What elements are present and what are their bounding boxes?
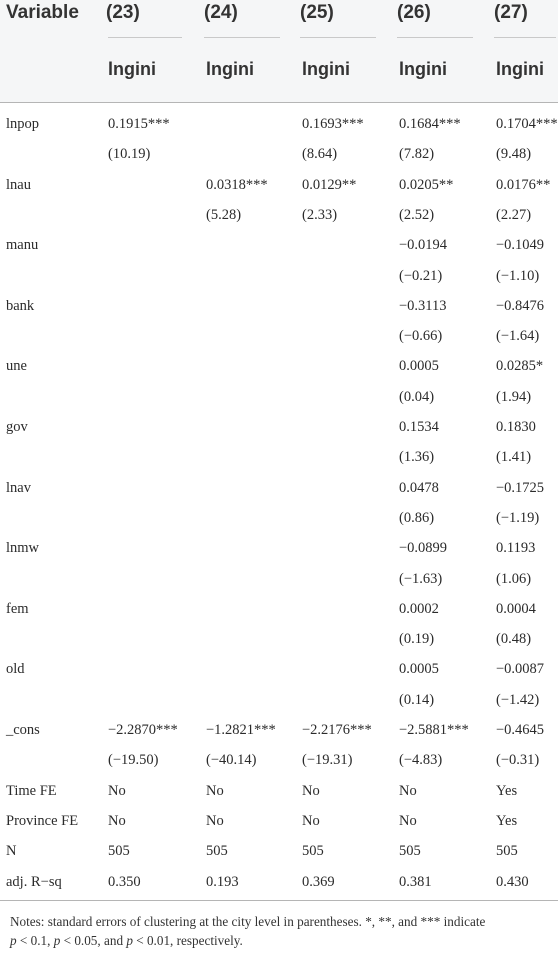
table-bottom-rule xyxy=(0,900,558,901)
table-cell: (−19.31) xyxy=(302,752,353,769)
table-cell: −2.2176*** xyxy=(302,722,372,738)
row-label: old xyxy=(6,661,25,678)
notes-p-symbol: p xyxy=(126,933,133,948)
table-cell: (−4.83) xyxy=(399,752,443,769)
table-cell: (0.19) xyxy=(399,631,435,648)
table-cell: −0.0899 xyxy=(399,540,448,557)
column-rule xyxy=(300,37,376,38)
table-cell: (2.52) xyxy=(399,206,435,223)
table-cell: −0.4645 xyxy=(496,722,545,738)
table-cell: 505 xyxy=(108,843,130,860)
table-cell: 0.0005 xyxy=(399,661,439,678)
row-label: manu xyxy=(6,237,39,254)
row-label: une xyxy=(6,358,27,375)
table-cell: (−1.19) xyxy=(496,509,540,526)
table-notes xyxy=(10,912,550,950)
table-cell: No xyxy=(108,782,126,799)
table-cell: −1.2821*** xyxy=(206,722,276,738)
table-cell: 0.0285* xyxy=(496,358,544,375)
table-cell: (0.48) xyxy=(496,631,532,648)
notes-threshold-1: < 0.1, xyxy=(16,933,54,948)
table-cell: 505 xyxy=(399,843,421,860)
table-header xyxy=(0,0,558,102)
table-cell: 0.0318*** xyxy=(206,176,268,193)
row-label: bank xyxy=(6,297,35,314)
table-cell: −0.1049 xyxy=(496,237,545,254)
table-cell: 505 xyxy=(206,843,228,860)
table-cell: No xyxy=(206,812,224,829)
table-cell: 0.1193 xyxy=(496,540,536,557)
table-cell: No xyxy=(108,812,126,829)
row-label: Province FE xyxy=(6,812,79,829)
table-cell: 0.369 xyxy=(302,873,335,890)
table-cell: 0.1693*** xyxy=(302,116,364,132)
column-rule xyxy=(494,37,556,38)
table-cell: (−0.31) xyxy=(496,752,540,769)
table-cell: 0.381 xyxy=(399,873,432,890)
table-cell: (−0.21) xyxy=(399,267,443,284)
dependent-variable: lngini xyxy=(399,59,447,79)
table-cell: (−1.64) xyxy=(496,328,540,345)
table-cell: (−1.42) xyxy=(496,691,540,708)
column-number: (26) xyxy=(397,2,431,23)
table-cell: (1.41) xyxy=(496,449,532,466)
table-cell: (5.28) xyxy=(206,206,242,223)
table-cell: 0.1684*** xyxy=(399,116,461,132)
row-label: lnmw xyxy=(6,540,40,557)
table-cell: 0.430 xyxy=(496,873,529,890)
table-cell: (10.19) xyxy=(108,146,151,163)
table-cell: (9.48) xyxy=(496,146,532,163)
table-cell: (2.27) xyxy=(496,206,532,223)
table-cell: −0.3113 xyxy=(399,297,447,314)
table-cell: 0.0002 xyxy=(399,600,439,617)
table-cell: (1.36) xyxy=(399,449,435,466)
table-cell: 0.0478 xyxy=(399,479,439,496)
table-cell: −0.8476 xyxy=(496,297,545,314)
table-cell: (1.94) xyxy=(496,388,532,405)
table-cell: No xyxy=(302,782,320,799)
row-label: adj. R−sq xyxy=(6,873,62,890)
column-number: (27) xyxy=(494,2,528,23)
column-number: (24) xyxy=(204,2,238,23)
table-cell: 0.0004 xyxy=(496,600,536,617)
table-cell: No xyxy=(399,812,417,829)
dependent-variable: lngini xyxy=(108,59,156,79)
table-cell: (−0.66) xyxy=(399,328,443,345)
table-cell: Yes xyxy=(496,782,518,799)
column-number: (23) xyxy=(106,2,140,23)
table-cell: (2.33) xyxy=(302,206,338,223)
row-label: lnav xyxy=(6,479,31,496)
table-cell: −0.0087 xyxy=(496,661,545,678)
table-cell: (−40.14) xyxy=(206,752,257,769)
table-cell: 505 xyxy=(302,843,324,860)
variable-header: Variable xyxy=(6,2,79,23)
table-cell: (0.14) xyxy=(399,691,435,708)
table-cell: (−19.50) xyxy=(108,752,159,769)
table-cell: (0.04) xyxy=(399,388,435,405)
table-cell: 0.193 xyxy=(206,873,239,890)
table-cell: (−1.10) xyxy=(496,267,540,284)
table-cell: Yes xyxy=(496,812,518,829)
dependent-variable: lngini xyxy=(302,59,350,79)
column-rule xyxy=(204,37,280,38)
table-cell: 0.0129** xyxy=(302,176,357,193)
column-rule xyxy=(397,37,473,38)
table-cell: 0.0205** xyxy=(399,176,454,193)
table-cell: (−1.63) xyxy=(399,570,443,587)
notes-text: Notes: standard errors of clustering at the city level in parentheses. *, **, and *** indicate xyxy=(10,914,486,929)
notes-threshold-3: < 0.01, respectively. xyxy=(132,933,243,948)
row-label: gov xyxy=(6,419,28,435)
dependent-variable: lngini xyxy=(206,59,254,79)
row-label: _cons xyxy=(6,722,40,738)
table-cell: 0.1704*** xyxy=(496,116,558,132)
table-cell: (7.82) xyxy=(399,146,435,163)
dependent-variable: lngini xyxy=(496,59,544,79)
row-label: Time FE xyxy=(6,782,57,799)
table-cell: 0.350 xyxy=(108,873,141,890)
notes-p-symbol: p xyxy=(10,933,17,948)
table-cell: 0.0005 xyxy=(399,358,439,375)
row-label: lnau xyxy=(6,176,31,193)
table-cell: No xyxy=(302,812,320,829)
table-cell: −0.1725 xyxy=(496,479,545,496)
row-label: N xyxy=(6,843,17,860)
table-cell: 0.1534 xyxy=(399,419,439,435)
column-rule xyxy=(108,37,182,38)
table-cell: (8.64) xyxy=(302,146,338,163)
table-cell: 505 xyxy=(496,843,518,860)
notes-threshold-2: < 0.05, and xyxy=(60,933,127,948)
table-cell: No xyxy=(206,782,224,799)
table-cell: 0.0176** xyxy=(496,176,551,193)
table-cell: −0.0194 xyxy=(399,237,448,254)
table-cell: −2.2870*** xyxy=(108,722,178,738)
header-rule xyxy=(0,102,558,103)
notes-p-symbol: p xyxy=(53,933,61,948)
row-label: fem xyxy=(6,600,29,617)
row-label: lnpop xyxy=(6,116,40,132)
table-cell: (1.06) xyxy=(496,570,532,587)
column-number: (25) xyxy=(300,2,334,23)
table-cell: 0.1915*** xyxy=(108,116,170,132)
table-cell: −2.5881*** xyxy=(399,722,469,738)
table-cell: 0.1830 xyxy=(496,419,536,435)
table-cell: No xyxy=(399,782,417,799)
table-cell: (0.86) xyxy=(399,509,435,526)
